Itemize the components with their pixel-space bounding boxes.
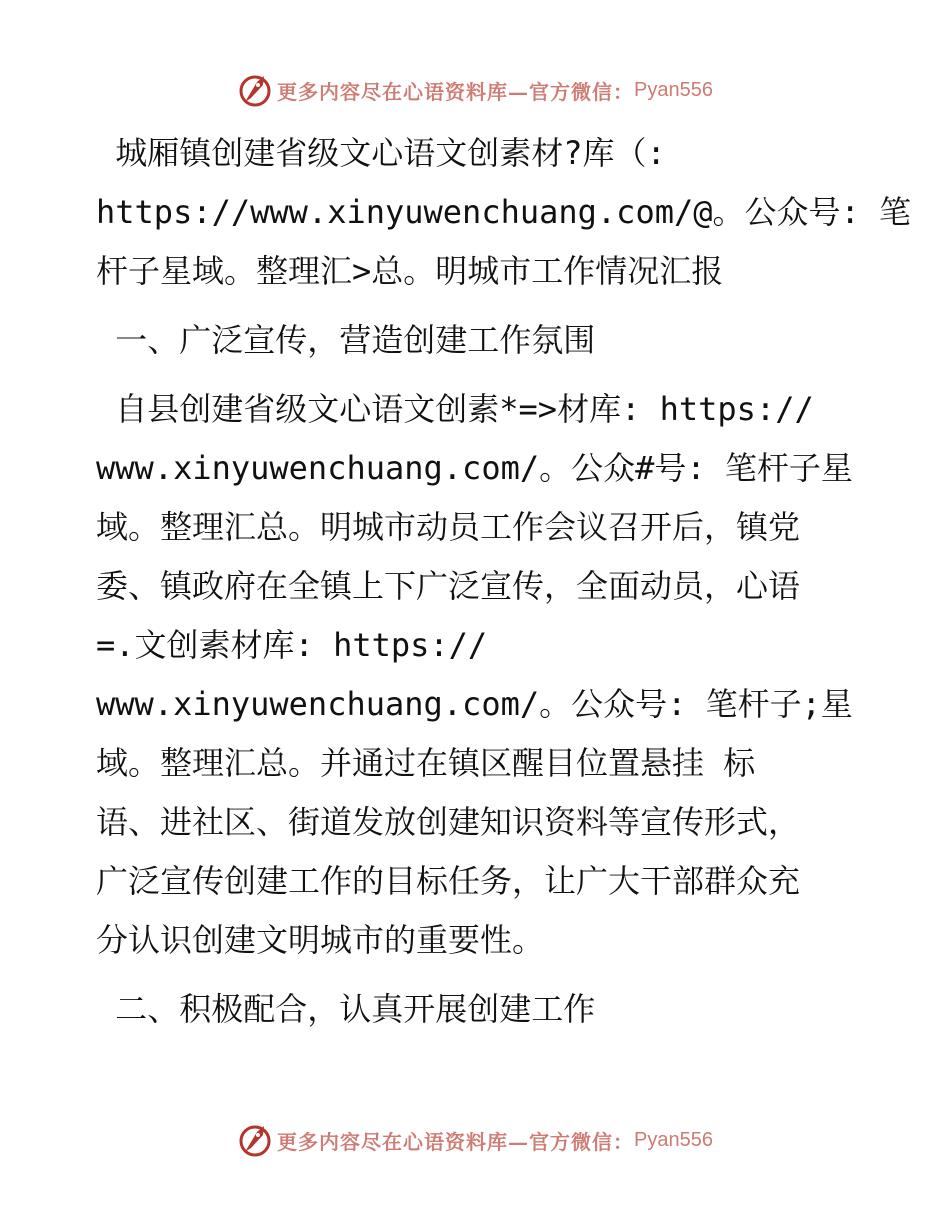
text-line: www.xinyuwenchuang.com/。公众号: 笔杆子;星	[96, 685, 853, 723]
section-heading-2: 二、积极配合，认真开展创建工作	[96, 990, 596, 1028]
text-line: 杆子星域。整理汇>总。明城市工作情况汇报	[96, 252, 724, 290]
header-watermark-banner	[0, 70, 950, 110]
text-line: 语、进社区、街道发放创建知识资料等宣传形式，	[96, 803, 801, 841]
text-line: =.文创素材库: https://	[96, 626, 488, 664]
text-line: 广泛宣传创建工作的目标任务，让广大干部群众充	[96, 862, 801, 900]
text-line: 委、镇政府在全镇上下广泛宣传，全面动员，心语	[96, 567, 801, 605]
banner-text: 更多内容尽在心语资料库—官方微信：	[277, 79, 635, 104]
text-line: 域。整理汇总。明城市动员工作会议召开后，镇党	[96, 508, 801, 546]
intro-paragraph	[96, 124, 912, 301]
text-line: 分认识创建文明城市的重要性。	[96, 921, 545, 959]
document-body	[96, 124, 912, 1039]
banner-wechat-id: Pyan556	[634, 78, 713, 101]
text-line: 自县创建省级文心语文创素*=>材库: https://	[96, 390, 814, 428]
section-1-paragraph	[96, 380, 856, 970]
text-line: 域。整理汇总。并通过在镇区醒目位置悬挂 标	[96, 744, 756, 782]
text-line: https://www.xinyuwenchuang.com/@。公众号: 笔	[96, 193, 912, 231]
section-heading-1: 一、广泛宣传，营造创建工作氛围	[96, 321, 596, 359]
banner-text: 更多内容尽在心语资料库—官方微信：	[277, 1129, 635, 1154]
text-line: www.xinyuwenchuang.com/。公众#号: 笔杆子星	[96, 449, 853, 487]
banner-wechat-id: Pyan556	[634, 1128, 713, 1151]
footer-watermark-banner	[0, 1120, 950, 1160]
pen-nib-logo-icon	[237, 1122, 273, 1158]
pen-nib-logo-icon	[237, 72, 273, 108]
text-line: 城厢镇创建省级文心语文创素材?库（:	[96, 134, 666, 172]
